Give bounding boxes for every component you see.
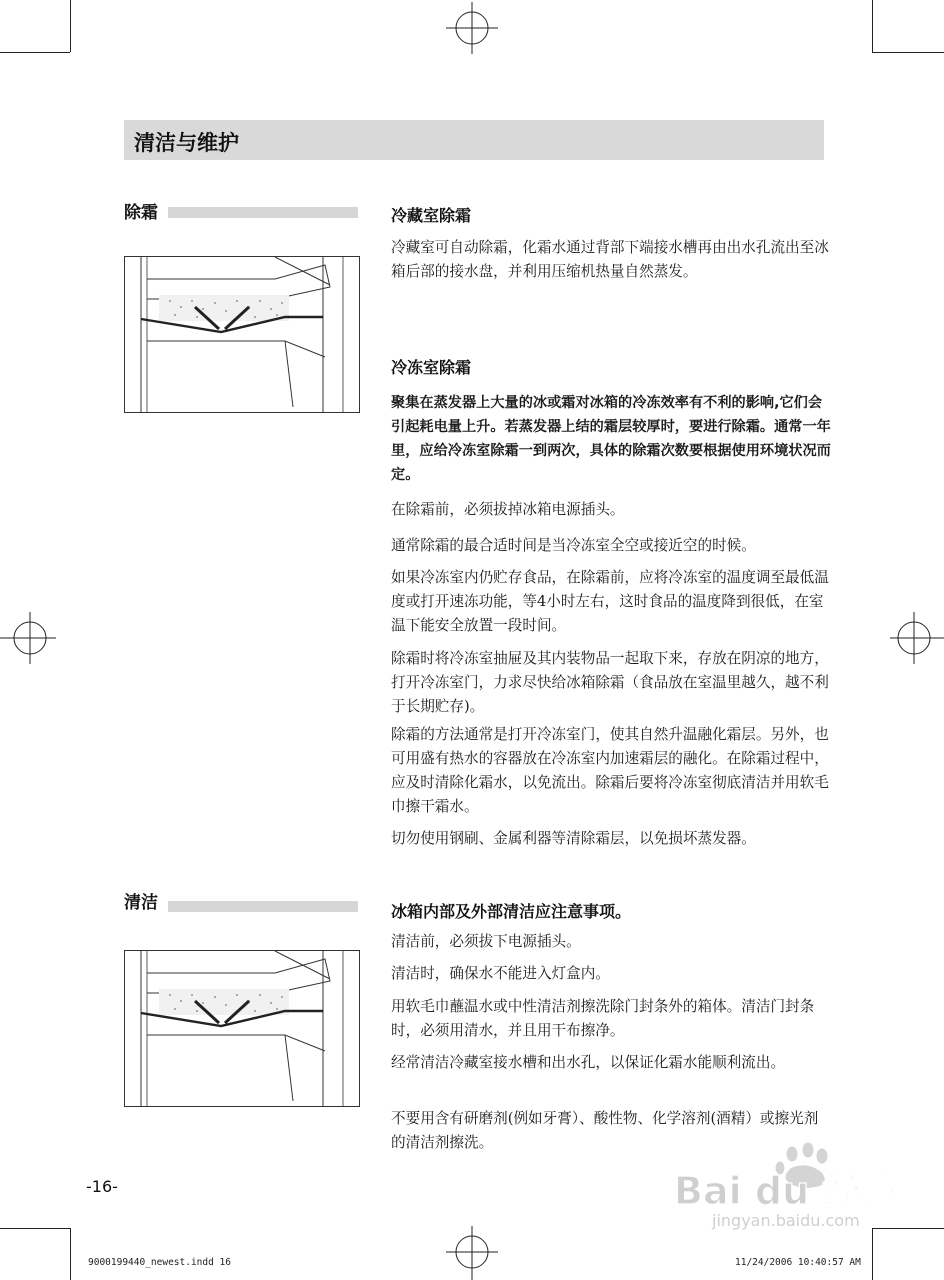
cleaning-paragraph: 清洁前，必须拔下电源插头。 [391, 933, 581, 950]
freezer-defrost-bold-text: 聚集在蒸发器上大量的冰或霜对冰箱的冷冻效率有不利的影响,它们会引起耗电量上升。若蒸发器上结的霜层较厚时，要进行除霜。通常一年里，应给冷冻室除霜一到两次，具体的除霜次数要根据使用环境状况而定。 [391, 395, 831, 483]
cleaning-title-bar [168, 901, 358, 912]
page-title: 清洁与维护 [134, 131, 239, 155]
baidu-jingyan-watermark [672, 1138, 902, 1230]
registration-mark-top [440, 2, 504, 54]
section-header [124, 120, 824, 160]
defrost-paragraph: 如果冷冻室内仍贮存食品，在除霜前，应将冷冻室的温度调至最低温度或打开速冻功能，等4小时左右，这时食品的温度降到很低，在室温下能安全放置一段时间。 [391, 569, 829, 634]
watermark-brand: Bai du 经验 [674, 1169, 899, 1213]
cleaning-heading: 冰箱内部及外部清洁应注意事项。 [391, 902, 632, 921]
footer-timestamp: 11/24/2006 10:40:57 AM [735, 1257, 861, 1268]
defrost-paragraph: 通常除霜的最合适时间是当冷冻室全空或接近空的时候。 [391, 537, 756, 554]
registration-mark-left [0, 606, 56, 670]
cleaning-paragraph: 用软毛巾蘸温水或中性清洁剂擦洗除门封条外的箱体。清洁门封条时，必须用清水，并且用干布擦净。 [391, 998, 815, 1039]
fridge-defrost-text: 冷藏室可自动除霜，化霜水通过背部下端接水槽再由出水孔流出至冰箱后部的接水盘，并利用压缩机热量自然蒸发。 [391, 239, 829, 280]
fridge-cleaning-illustration [124, 950, 360, 1107]
registration-mark-right [890, 606, 944, 670]
defrost-paragraph: 切勿使用钢刷、金属利器等清除霜层，以免损坏蒸发器。 [391, 830, 756, 847]
footer-file-info: 9000199440_newest.indd 16 [88, 1257, 231, 1268]
registration-mark-bottom [440, 1226, 504, 1280]
cleaning-paragraph: 清洁时，确保水不能进入灯盒内。 [391, 965, 610, 982]
defrost-paragraph: 在除霜前，必须拔掉冰箱电源插头。 [391, 501, 625, 518]
cleaning-paragraph: 不要用含有研磨剂(例如牙膏）、酸性物、化学溶剂(酒精）或擦光剂的清洁剂擦洗。 [391, 1110, 819, 1151]
watermark-url: jingyan.baidu.com [712, 1211, 860, 1230]
defrost-side-title: 除霜 [124, 203, 158, 223]
fridge-defrost-heading: 冷藏室除霜 [391, 206, 472, 225]
defrost-paragraph: 除霜的方法通常是打开冷冻室门，使其自然升温融化霜层。另外，也可用盛有热水的容器放在冷冻室内加速霜层的融化。在除霜过程中，应及时清除化霜水，以免流出。除霜后要将冷冻室彻底清洁并用软毛巾擦干霜水。 [391, 726, 829, 815]
freezer-defrost-heading: 冷冻室除霜 [391, 358, 472, 377]
defrost-paragraph: 除霜时将冷冻室抽屉及其内装物品一起取下来，存放在阴凉的地方，打开冷冻室门，力求尽快给冰箱除霜（食品放在室温里越久，越不利于长期贮存)。 [391, 650, 829, 715]
fridge-defrost-illustration [124, 256, 360, 413]
cleaning-side-title: 清洁 [124, 893, 158, 913]
defrost-title-bar [168, 207, 358, 218]
page-number: -16- [86, 1177, 118, 1196]
cleaning-paragraph: 经常清洁冷藏室接水槽和出水孔，以保证化霜水能顺利流出。 [391, 1054, 786, 1071]
